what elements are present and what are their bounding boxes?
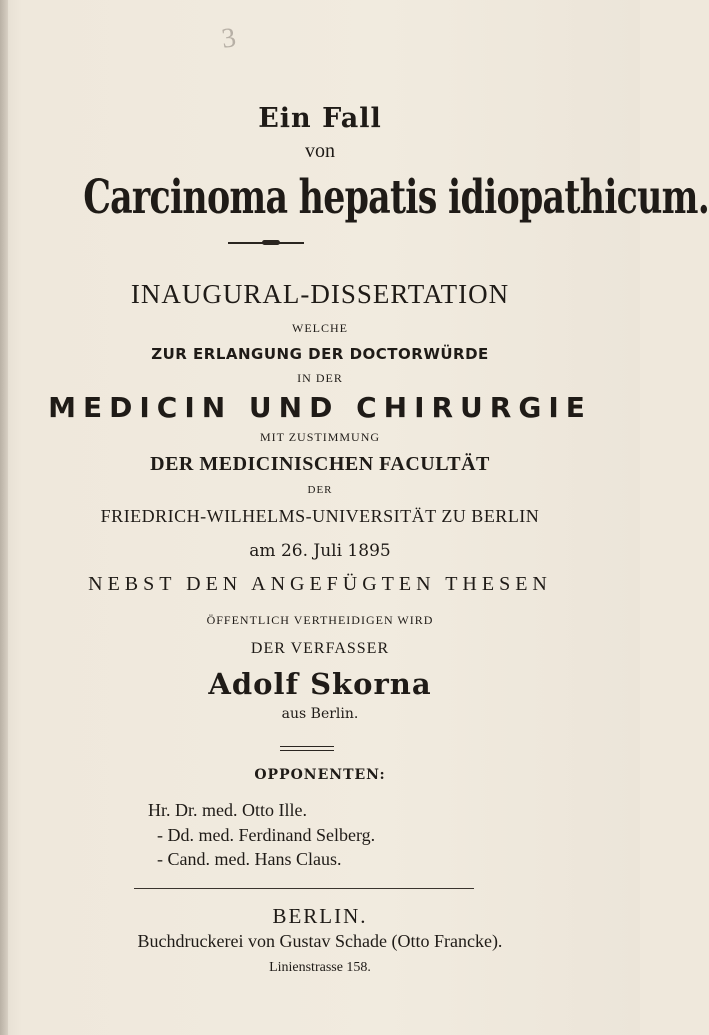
pencil-annotation: 3 [219, 22, 238, 55]
faculty-subject: MEDICIN UND CHIRURGIE [48, 391, 592, 424]
double-rule-top [280, 746, 334, 747]
opponent-2: - Dd. med. Ferdinand Selberg. [157, 825, 376, 845]
double-rule-bottom [280, 750, 334, 751]
text-der: DER [307, 484, 333, 496]
main-title: Carcinoma hepatis idiopathicum. [83, 170, 709, 225]
imprint-printer: Buchdruckerei von Gustav Schade (Otto Francke). [137, 931, 503, 951]
text-mit-zustimmung: MIT ZUSTIMMUNG [259, 430, 381, 444]
title-line-1: Ein Fall [258, 103, 382, 134]
text-nebst-thesen: NEBST DEN ANGEFÜGTEN THESEN [88, 573, 552, 595]
imprint-street: Linienstrasse 158. [269, 960, 371, 975]
opponent-1: Hr. Dr. med. Otto Ille. [148, 800, 307, 820]
opponents-heading: OPPONENTEN: [254, 767, 386, 783]
imprint-rule [134, 888, 474, 889]
ornamental-rule-center [262, 240, 280, 245]
text-welche: WELCHE [292, 321, 348, 335]
text-oeffentlich: ÖFFENTLICH VERTHEIDIGEN WIRD [206, 613, 434, 627]
author-origin: aus Berlin. [281, 706, 359, 722]
dissertation-heading: INAUGURAL-DISSERTATION [130, 279, 510, 309]
imprint-city: BERLIN. [272, 904, 368, 928]
faculty-name: DER MEDICINISCHEN FACULTÄT [150, 453, 490, 475]
university-name: FRIEDRICH-WILHELMS-UNIVERSITÄT ZU BERLIN [100, 506, 540, 526]
author-name: Adolf Skorna [208, 667, 432, 701]
text-zur-erlangung: ZUR ERLANGUNG DER DOCTORWÜRDE [151, 345, 489, 363]
title-line-2: von [305, 140, 335, 162]
defense-date: am 26. Juli 1895 [249, 541, 391, 561]
opponent-3: - Cand. med. Hans Claus. [157, 849, 342, 869]
text-in-der: IN DER [297, 371, 343, 385]
text-der-verfasser: DER VERFASSER [250, 640, 390, 657]
